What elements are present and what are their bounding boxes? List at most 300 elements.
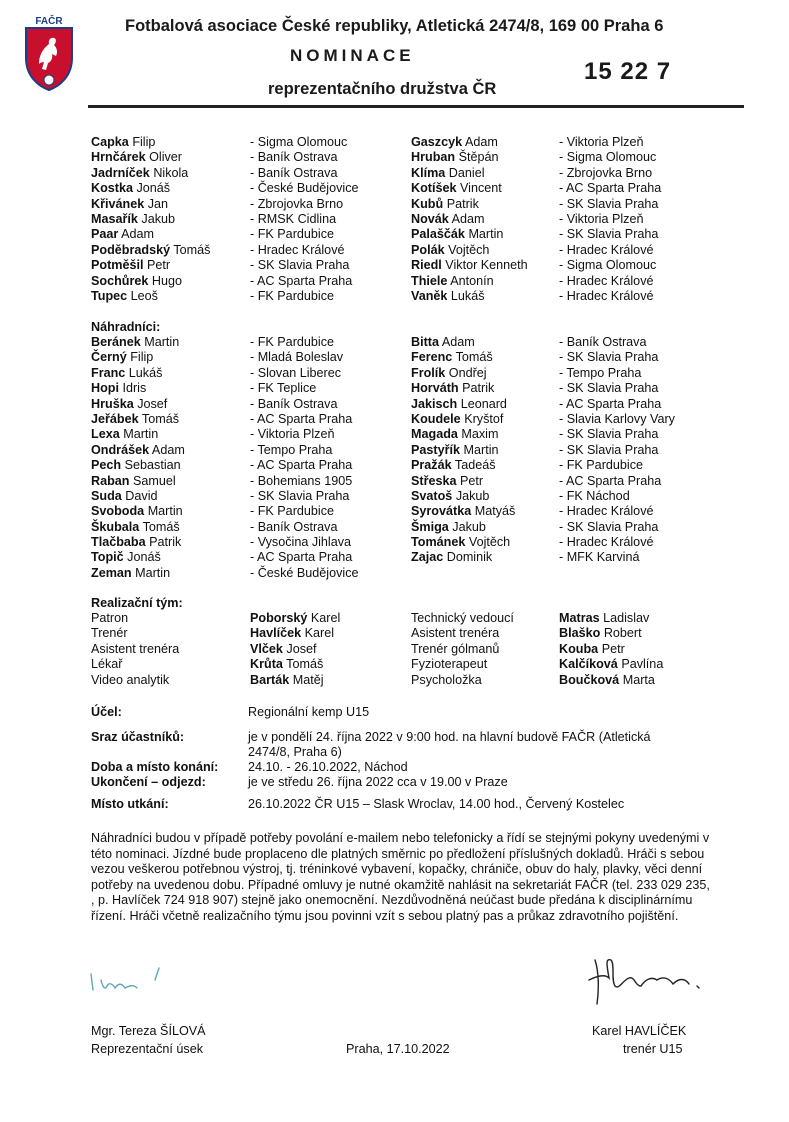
club-name: - Tempo Praha [559, 365, 642, 380]
left-signature [85, 962, 195, 1002]
club-name: - Slovan Liberec [250, 365, 342, 380]
club-name: - AC Sparta Praha [250, 273, 353, 288]
person-name [250, 642, 317, 657]
first-name: Martin [468, 227, 504, 242]
player-row [0, 166, 789, 181]
surname: Polák [411, 242, 445, 257]
first-name: Nikola [153, 165, 189, 180]
surname: Magada [411, 427, 458, 442]
document-subtitle: reprezentačního družstva ČR [268, 80, 497, 98]
surname: Kotíšek [411, 181, 457, 196]
club-name: - Hradec Králové [559, 242, 654, 257]
staff-list [0, 611, 789, 688]
first-name: Jan [147, 196, 169, 211]
person-name [250, 673, 324, 688]
club-name: - Slavia Karlovy Vary [559, 411, 675, 426]
first-name: Robert [603, 626, 642, 641]
surname: Kubů [411, 196, 444, 211]
club-name: - SK Slavia Praha [250, 258, 350, 273]
first-name: Karel [304, 626, 335, 641]
surname: Raban [91, 473, 130, 488]
player-row [0, 474, 789, 489]
club-name: - České Budějovice [250, 565, 359, 580]
first-name: Leoš [130, 288, 158, 303]
club-name: - AC Sparta Praha [559, 473, 662, 488]
left-signatory-name: Mgr. Tereza ŠÍLOVÁ [91, 1024, 206, 1038]
person-name [411, 520, 486, 535]
surname: Novák [411, 211, 449, 226]
surname: Capka [91, 135, 129, 149]
player-row [0, 566, 789, 581]
person-name [91, 335, 179, 350]
first-name: Leonard [460, 396, 507, 411]
substitutes-label: Náhradníci: [91, 320, 161, 334]
person-name [411, 458, 496, 473]
person-name [91, 166, 188, 181]
staff-role: Technický vedoucí [411, 611, 514, 625]
surname: Klíma [411, 165, 446, 180]
surname: Palaščák [411, 227, 465, 242]
surname: Křivánek [91, 196, 145, 211]
first-name: Martin [147, 504, 183, 519]
player-row [0, 350, 789, 365]
player-row [0, 535, 789, 550]
player-row [0, 289, 789, 304]
surname: Vlček [250, 641, 283, 656]
first-name: Vojtěch [468, 535, 511, 550]
club-name: - České Budějovice [250, 181, 359, 196]
first-name: Adam [451, 211, 485, 226]
person-name [411, 166, 485, 181]
first-name: Adam [441, 335, 475, 349]
club-name: - Sigma Olomouc [559, 258, 657, 273]
end-value: je ve středu 26. října 2022 cca v 19.00 v Praze [248, 775, 508, 789]
first-name: Jonáš [136, 181, 171, 196]
first-name: Ondřej [448, 365, 487, 380]
match-label: Místo utkání: [91, 797, 169, 811]
staff-role: Patron [91, 611, 129, 625]
staff-role: Fyzioterapeut [411, 657, 488, 672]
player-row [0, 458, 789, 473]
surname: Krůta [250, 657, 283, 672]
surname: Koudele [411, 411, 461, 426]
person-name [91, 412, 179, 427]
surname: Frolík [411, 365, 446, 380]
staff-row [0, 642, 789, 657]
first-name: Martin [144, 335, 180, 349]
purpose-label: Účel: [91, 705, 122, 719]
substitutes-list [0, 335, 789, 581]
club-name: - SK Slavia Praha [559, 350, 659, 365]
player-row [0, 197, 789, 212]
first-name: Filip [132, 135, 156, 149]
first-name: Tomáš [173, 242, 211, 257]
player-row [0, 335, 789, 350]
surname: Svoboda [91, 504, 145, 519]
first-name: Adam [151, 442, 185, 457]
first-name: Maxim [461, 427, 499, 442]
club-name: - MFK Karviná [559, 550, 640, 565]
person-name [91, 566, 170, 581]
person-name [411, 412, 503, 427]
surname: Tlačbaba [91, 535, 146, 550]
first-name: Pavlína [621, 657, 664, 672]
person-name [250, 657, 323, 672]
club-name: - Baník Ostrava [250, 165, 338, 180]
person-name [91, 443, 185, 458]
club-name: - Baník Ostrava [559, 335, 647, 349]
first-name: Jakub [141, 211, 176, 226]
player-row [0, 381, 789, 396]
club-name: - AC Sparta Praha [250, 411, 353, 426]
person-name [91, 427, 158, 442]
person-name [411, 427, 498, 442]
first-name: Tomáš [141, 411, 179, 426]
first-name: Martin [135, 565, 171, 580]
first-name: Martin [123, 427, 159, 442]
surname: Potměšil [91, 258, 144, 273]
surname: Kalčíková [559, 657, 618, 672]
person-name [411, 335, 475, 350]
person-name [91, 289, 158, 304]
person-name [91, 197, 168, 212]
first-name: Tomáš [455, 350, 493, 365]
first-name: Filip [130, 350, 154, 365]
surname: Ondrášek [91, 442, 150, 457]
surname: Hrnčárek [91, 150, 146, 165]
club-name: - Hradec Králové [559, 273, 654, 288]
person-name [411, 474, 483, 489]
surname: Vaněk [411, 288, 448, 303]
player-row [0, 274, 789, 289]
club-name: - SK Slavia Praha [559, 442, 659, 457]
facr-logo [22, 14, 76, 92]
player-row [0, 150, 789, 165]
person-name [411, 150, 499, 165]
person-name [411, 181, 502, 196]
surname: Ferenc [411, 350, 453, 365]
staff-role: Lékař [91, 657, 123, 672]
surname: Tupec [91, 288, 128, 303]
club-name: - Mladá Boleslav [250, 350, 344, 365]
club-name: - FK Pardubice [250, 335, 334, 349]
place-date: Praha, 17.10.2022 [346, 1042, 450, 1056]
first-name: David [125, 488, 158, 503]
first-name: Marta [622, 672, 655, 687]
person-name [411, 504, 515, 519]
document-title: NOMINACE [290, 46, 415, 65]
club-name: - FK Pardubice [250, 227, 334, 242]
person-name [411, 135, 498, 150]
left-signatory-role: Reprezentační úsek [91, 1042, 204, 1056]
first-name: Patrik [462, 381, 495, 396]
surname: Střeska [411, 473, 457, 488]
surname: Sochůrek [91, 273, 149, 288]
surname: Zajac [411, 550, 444, 565]
first-name: Hugo [151, 273, 183, 288]
first-name: Jonáš [127, 550, 161, 565]
person-name [91, 535, 181, 550]
first-name: Vincent [460, 181, 502, 196]
first-name: Dominik [446, 550, 493, 565]
first-name: Josef [286, 641, 317, 656]
person-name [411, 535, 510, 550]
person-name [559, 642, 625, 657]
person-name [91, 489, 158, 504]
person-name [91, 135, 155, 150]
surname: Kostka [91, 181, 133, 196]
person-name [91, 504, 183, 519]
club-name: - Hradec Králové [559, 504, 654, 519]
first-name: Tomáš [142, 519, 180, 534]
surname: Jeřábek [91, 411, 139, 426]
club-name: - SK Slavia Praha [559, 196, 659, 211]
surname: Paar [91, 227, 119, 242]
surname: Poděbradský [91, 242, 171, 257]
person-name [91, 181, 170, 196]
first-name: Patrik [446, 196, 479, 211]
staff-role: Psycholožka [411, 672, 482, 687]
staff-role: Asistent trenéra [411, 626, 500, 641]
first-name: Ladislav [603, 611, 650, 625]
person-name [91, 350, 153, 365]
person-name [91, 520, 180, 535]
player-row [0, 504, 789, 519]
staff-role: Trenér gólmanů [411, 641, 500, 656]
club-name: - Baník Ostrava [250, 150, 338, 165]
surname: Tománek [411, 535, 466, 550]
person-name [91, 474, 176, 489]
first-name: Tomáš [286, 657, 324, 672]
first-name: Jakub [455, 488, 490, 503]
first-name: Sebastian [124, 458, 181, 473]
club-name: - FK Teplice [250, 381, 317, 396]
first-name: Matěj [292, 672, 324, 687]
right-signatory-name: Karel HAVLÍČEK [592, 1024, 687, 1038]
person-name [91, 366, 162, 381]
surname: Jakisch [411, 396, 458, 411]
surname: Černý [91, 350, 127, 365]
person-name [91, 258, 170, 273]
club-name: - Hradec Králové [559, 535, 654, 550]
person-name [411, 212, 485, 227]
surname: Hruban [411, 150, 456, 165]
staff-role: Trenér [91, 626, 128, 641]
first-name: Lukáš [128, 365, 163, 380]
nomination-code: 15 22 7 [584, 58, 672, 85]
club-name: - RMSK Cidlina [250, 211, 337, 226]
person-name [411, 289, 485, 304]
person-name [559, 657, 663, 672]
club-name: - FK Náchod [559, 488, 630, 503]
surname: Blaško [559, 626, 601, 641]
surname: Bitta [411, 335, 439, 349]
club-name: - AC Sparta Praha [559, 396, 662, 411]
header-divider [88, 105, 744, 108]
meeting-value: je v pondělí 24. října 2022 v 9:00 hod. na hlavní budově FAČR (Atletická 2474/8, Praha 6) [248, 730, 651, 760]
surname: Thiele [411, 273, 448, 288]
first-name: Oliver [149, 150, 182, 165]
surname: Kouba [559, 641, 599, 656]
person-name [91, 458, 181, 473]
staff-row [0, 626, 789, 641]
club-name: - Zbrojovka Brno [250, 196, 344, 211]
person-name [91, 381, 146, 396]
first-name: Daniel [448, 165, 485, 180]
surname: Poborský [250, 611, 308, 625]
person-name [559, 611, 649, 626]
end-label: Ukončení – odjezd: [91, 775, 206, 789]
dates-value: 24.10. - 26.10.2022, Náchod [248, 760, 408, 774]
surname: Matras [559, 611, 600, 625]
player-row [0, 397, 789, 412]
person-name [559, 673, 655, 688]
surname: Suda [91, 488, 122, 503]
club-name: - SK Slavia Praha [559, 381, 659, 396]
first-name: Josef [137, 396, 168, 411]
club-name: - SK Slavia Praha [250, 488, 350, 503]
player-row [0, 412, 789, 427]
staff-row [0, 657, 789, 672]
surname: Hopi [91, 381, 119, 396]
person-name [559, 626, 642, 641]
surname: Gaszcyk [411, 135, 463, 149]
person-name [411, 489, 489, 504]
first-name: Viktor Kenneth [445, 258, 528, 273]
club-name: - SK Slavia Praha [559, 227, 659, 242]
club-name: - Sigma Olomouc [559, 150, 657, 165]
person-name [250, 626, 334, 641]
first-name: Petr [147, 258, 171, 273]
club-name: - Sigma Olomouc [250, 135, 348, 149]
first-name: Vojtěch [448, 242, 490, 257]
logo-text: FAČR [35, 16, 63, 27]
staff-label: Realizační tým: [91, 596, 183, 610]
person-name [411, 258, 528, 273]
meeting-label: Sraz účastníků: [91, 730, 185, 744]
right-signatory-role: trenér U15 [623, 1042, 683, 1056]
club-name: - Viktoria Plzeň [250, 427, 335, 442]
first-name: Matyáš [474, 504, 516, 519]
person-name [91, 150, 182, 165]
surname: Škubala [91, 519, 140, 534]
player-row [0, 181, 789, 196]
first-name: Jakub [452, 519, 486, 534]
surname: Lexa [91, 427, 120, 442]
first-name: Adam [464, 135, 498, 149]
first-name: Petr [460, 473, 484, 488]
person-name [411, 227, 503, 242]
club-name: - Vysočina Jihlava [250, 535, 352, 550]
right-signature [585, 950, 735, 1010]
person-name [250, 611, 340, 626]
club-name: - Tempo Praha [250, 442, 333, 457]
surname: Šmiga [411, 519, 449, 534]
player-row [0, 135, 789, 150]
players-list [0, 135, 789, 304]
person-name [91, 397, 167, 412]
person-name [411, 550, 492, 565]
surname: Horváth [411, 381, 459, 396]
person-name [91, 227, 154, 242]
player-row [0, 243, 789, 258]
surname: Beránek [91, 335, 141, 349]
first-name: Tadeáš [454, 458, 496, 473]
surname: Pech [91, 458, 122, 473]
surname: Pastyřík [411, 442, 461, 457]
club-name: - FK Pardubice [559, 458, 643, 473]
player-row [0, 520, 789, 535]
player-row [0, 489, 789, 504]
club-name: - Baník Ostrava [250, 396, 338, 411]
person-name [411, 243, 489, 258]
surname: Syrovátka [411, 504, 472, 519]
player-row [0, 443, 789, 458]
club-name: - Hradec Králové [559, 288, 654, 303]
surname: Zeman [91, 565, 132, 580]
organization-address: Fotbalová asociace České republiky, Atletická 2474/8, 169 00 Praha 6 [125, 17, 664, 35]
club-name: - Hradec Králové [250, 242, 345, 257]
first-name: Kryštof [464, 411, 504, 426]
club-name: - Zbrojovka Brno [559, 165, 653, 180]
person-name [91, 274, 182, 289]
match-value: 26.10.2022 ČR U15 – Slask Wroclav, 14.00 hod., Červený Kostelec [248, 797, 625, 811]
club-name: - AC Sparta Praha [250, 550, 353, 565]
surname: Riedl [411, 258, 442, 273]
surname: Topič [91, 550, 124, 565]
person-name [411, 397, 507, 412]
club-name: - Viktoria Plzeň [559, 135, 644, 149]
person-name [91, 212, 175, 227]
person-name [411, 443, 499, 458]
surname: Barták [250, 672, 290, 687]
person-name [411, 350, 493, 365]
player-row [0, 366, 789, 381]
first-name: Lukáš [450, 288, 485, 303]
club-name: - FK Pardubice [250, 288, 334, 303]
club-name: - AC Sparta Praha [250, 458, 353, 473]
club-name: - SK Slavia Praha [559, 519, 659, 534]
person-name [91, 243, 210, 258]
surname: Boučková [559, 672, 620, 687]
first-name: Karel [310, 611, 341, 625]
person-name [411, 381, 494, 396]
surname: Pražák [411, 458, 452, 473]
club-name: - FK Pardubice [250, 504, 334, 519]
first-name: Adam [121, 227, 155, 242]
surname: Masařík [91, 211, 138, 226]
player-row [0, 212, 789, 227]
person-name [91, 550, 161, 565]
club-name: - Viktoria Plzeň [559, 211, 644, 226]
surname: Svatoš [411, 488, 453, 503]
club-name: - Bohemians 1905 [250, 473, 353, 488]
person-name [411, 274, 494, 289]
purpose-value: Regionální kemp U15 [248, 705, 370, 719]
staff-role: Asistent trenéra [91, 641, 180, 656]
player-row [0, 227, 789, 242]
club-name: - Baník Ostrava [250, 519, 338, 534]
staff-row [0, 673, 789, 688]
player-row [0, 258, 789, 273]
first-name: Antonín [450, 273, 494, 288]
first-name: Petr [601, 641, 625, 656]
club-name: - SK Slavia Praha [559, 427, 659, 442]
dates-label: Doba a místo konání: [91, 760, 219, 774]
club-name: - AC Sparta Praha [559, 181, 662, 196]
first-name: Samuel [133, 473, 176, 488]
staff-role: Video analytik [91, 672, 170, 687]
